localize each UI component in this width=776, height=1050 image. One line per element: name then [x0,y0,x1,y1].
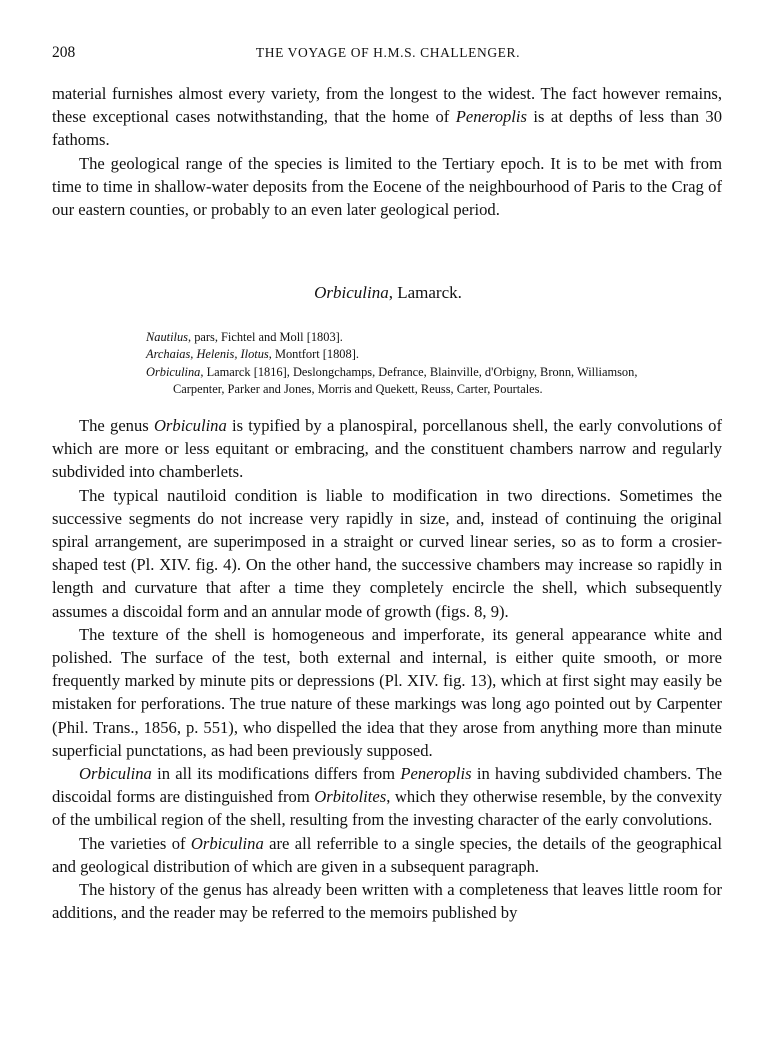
genus-name: Orbiculina [314,283,389,302]
paragraph: The geological range of the species is limited to the Tertiary epoch. It is to be met with from time to time in shallow-water deposits from the Eocene of the neighbourhood of Paris to the Crag of our eastern counties, or probably to an even later geological period. [52,153,722,220]
synonymy-entry: Archaias, Helenis, Ilotus, Montfort [1808]. [146,347,359,362]
synonymy-entry: Orbiculina, Lamarck [1816], Deslongchamps, Defrance, Blainville, d'Orbigny, Bronn, Williamson, [146,364,638,379]
section-heading: Orbiculina, Lamarck. [314,283,462,302]
genus-name: Orbiculina [79,764,152,784]
genus-name: Peneroplis [400,764,472,784]
synonymy-entry: Nautilus, pars, Fichtel and Moll [1803]. [146,330,343,344]
page-number: 208 [52,44,76,61]
genus-name: Orbiculina [153,416,227,435]
genus-name: Orbiculina [190,833,264,853]
paragraph: material furnishes almost every variety, from the longest to the widest. The fact however remains, these exceptional cases notwithstanding, that the home of Peneroplis is at depths of less than 30 fathoms. [52,84,722,150]
page-header [52,44,724,66]
synonymy-entry-continuation: Carpenter, Parker and Jones, Morris and Quekett, Reuss, Carter, Pourtales. [173,381,543,396]
synonymy-list [146,329,724,398]
paragraph: The genus Orbiculina is typified by a planospiral, porcellanous shell, the early convolutions of which are more or less equitant or embracing, and the constituent chambers narrow and regularly subdivided into chamberlets. [52,416,722,482]
paragraph: The history of the genus has already been written with a completeness that leaves little room for additions, and the reader may be referred to the memoirs published by [52,880,722,923]
paragraph: The typical nautiloid condition is liable to modification in two directions. Sometimes the successive segments do not increase very rapidly in size, and, instead of continuing the original spiral arrangement, are superimposed in a straight or curved linear series, so as to form a crosier-shaped test (Pl. XIV. fig. 4). On the other hand, the successive chambers may increase so rapidly in length and curvature that after a time they completely encircle the shell, which subsequently assumes a discoidal form and an annular mode of growth (figs. 8, 9). [52,485,722,621]
paragraph: The texture of the shell is homogeneous and imperforate, its general appearance white and polished. The surface of the test, both external and internal, is either quite smooth, or more frequently marked by minute pits or depressions (Pl. XIV. fig. 13), which at first sight may easily be mistaken for perforations. The true nature of these markings was long ago pointed out by Carpenter (Phil. Trans., 1856, p. 551), who dispelled the idea that they arose from anything more than minute superficial punctations, as had been previously supposed. [52,624,722,760]
main-text [52,414,722,924]
genus-name: Peneroplis [455,107,527,127]
paragraph: Orbiculina in all its modifications differs from Peneroplis in having subdivided chambers. The discoidal forms are distinguished from Orbitolites, which they otherwise resemble, by the convexity of the umbilical region of the shell, resulting from the investing character of the early convolutions. [52,764,722,830]
intro-text [52,82,722,221]
paragraph: The varieties of Orbiculina are all referrible to a single species, the details of the geographical and geological distribution of which are given in a subsequent paragraph. [52,833,722,876]
running-title: THE VOYAGE OF H.M.S. CHALLENGER. [255,45,521,60]
genus-name: Orbitolites [314,787,387,807]
